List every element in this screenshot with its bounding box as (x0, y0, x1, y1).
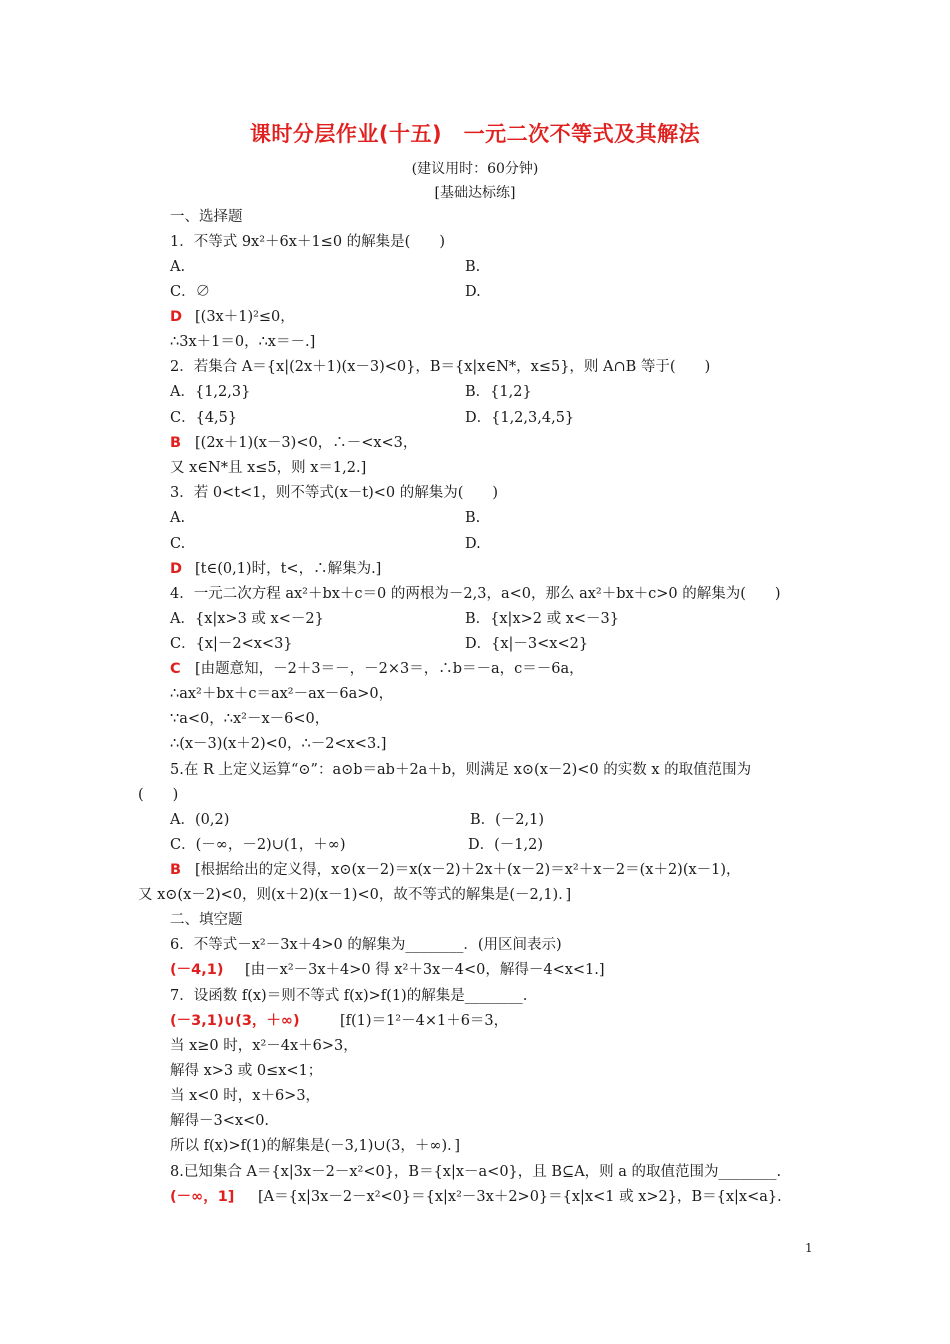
question-text: 8.已知集合 A＝{x|3x－2－x²<0}，B＝{x|x－a<0}，且 B⊆A，则 a 的取值范围为________. (170, 1164, 782, 1180)
option-d: D．{x|－3<x<2} (465, 636, 589, 652)
answer-key: C (170, 661, 181, 677)
option-a: A．{1,2,3} (170, 384, 251, 400)
answer-key: B (170, 435, 182, 451)
option-b: B. (465, 259, 481, 275)
option-c: C．(－∞，－2)∪(1，＋∞) (170, 837, 346, 853)
answer-key: (－∞，1] (170, 1189, 235, 1205)
option-b: B．{1,2} (465, 384, 532, 400)
page-title: 课时分层作业(十五) 一元二次不等式及其解法 (249, 122, 701, 146)
question-text: 5.在 R 上定义运算“⊙”：a⊙b＝ab＋2a＋b，则满足 x⊙(x－2)<0 的实数 x 的取值范围为 (170, 762, 752, 778)
option-b: B．{x|x>2 或 x<－3} (465, 611, 619, 627)
answer-text: 当 x≥0 时，x²－4x＋6>3， (170, 1038, 358, 1054)
page-number: 1 (805, 1241, 813, 1255)
question-paren: ( ) (138, 787, 179, 803)
answer-text: [(2x＋1)(x－3)<0，∴－<x<3， (195, 435, 418, 451)
answer-text: [由题意知，－2＋3＝－，－2×3＝，∴b＝－a，c＝－6a， (195, 661, 584, 677)
option-d: D. (465, 536, 481, 552)
answer-key: (－3,1)∪(3，＋∞) (170, 1013, 300, 1029)
question-text: 4．一元二次方程 ax²＋bx＋c＝0 的两根为－2,3，a<0，那么 ax²＋bx＋c>0 的解集为( ) (170, 586, 781, 602)
section-heading: 一、选择题 (170, 209, 243, 225)
answer-text: [由－x²－3x＋4>0 得 x²＋3x－4<0，解得－4<x<1.] (245, 962, 605, 978)
option-c: C. (170, 536, 186, 552)
option-a: A. (170, 510, 186, 526)
question-text: 7．设函数 f(x)＝则不等式 f(x)>f(1)的解集是________. (170, 988, 528, 1004)
answer-text: ∴3x＋1＝0，∴x＝－.] (170, 334, 316, 350)
answer-text: [根据给出的定义得，x⊙(x－2)＝x(x－2)＋2x＋(x－2)＝x²＋x－2＝(x＋2)(x－1)， (195, 862, 741, 878)
answer-text: ∴(x－3)(x＋2)<0，∴－2<x<3.] (170, 736, 387, 752)
option-d: D. (465, 284, 481, 300)
answer-text: 所以 f(x)>f(1)的解集是(－3,1)∪(3，＋∞)．] (170, 1138, 461, 1154)
answer-text: ∴ax²＋bx＋c＝ax²－ax－6a>0， (170, 686, 394, 702)
question-text: 2．若集合 A＝{x|(2x＋1)(x－3)<0}，B＝{x|x∈N*，x≤5}，则 A∩B 等于( ) (170, 359, 711, 375)
option-a: A．{x|x>3 或 x<－2} (170, 611, 324, 627)
answer-key: B (170, 862, 182, 878)
option-b: B．(－2,1) (470, 812, 545, 828)
option-d: D．(－1,2) (468, 837, 543, 853)
answer-text: 解得－3<x<0. (170, 1113, 270, 1129)
answer-text: 又 x∈N*且 x≤5，则 x＝1,2.] (170, 460, 367, 476)
answer-text: [f(1)＝1²－4×1＋6＝3， (340, 1013, 509, 1029)
question-text: 1．不等式 9x²＋6x＋1≤0 的解集是( ) (170, 234, 445, 250)
time-note: (建议用时：60分钟) (411, 161, 539, 177)
answer-text: 当 x<0 时，x＋6>3， (170, 1088, 321, 1104)
option-c: C．{4,5} (170, 410, 238, 426)
answer-text: 又 x⊙(x－2)<0，则(x＋2)(x－1)<0，故不等式的解集是(－2,1)．] (138, 887, 572, 903)
option-c: C．∅ (170, 284, 211, 300)
answer-text: [(3x＋1)²≤0， (195, 309, 295, 325)
question-text: 3．若 0<t<1，则不等式(x－t)<0 的解集为( ) (170, 485, 499, 501)
option-a: A. (170, 259, 186, 275)
answer-text: [A＝{x|3x－2－x²<0}＝{x|x²－3x＋2>0}＝{x|x<1 或 x>2}，B＝{x|x<a}. (258, 1189, 782, 1205)
section-heading: 二、填空题 (170, 912, 243, 928)
answer-key: D (170, 309, 183, 325)
answer-key: (－4,1) (170, 962, 224, 978)
option-c: C．{x|－2<x<3} (170, 636, 293, 652)
option-d: D．{1,2,3,4,5} (465, 410, 575, 426)
answer-text: [t∈(0,1)时，t<，∴解集为.] (195, 561, 382, 577)
option-b: B. (465, 510, 481, 526)
option-a: A．(0,2) (170, 812, 230, 828)
question-text: 6．不等式－x²－3x＋4>0 的解集为________．(用区间表示) (170, 937, 562, 953)
answer-text: ∵a<0，∴x²－x－6<0， (170, 711, 330, 727)
answer-key: D (170, 561, 183, 577)
answer-text: 解得 x>3 或 0≤x<1； (170, 1063, 323, 1079)
level-label: [基础达标练] (434, 185, 516, 201)
